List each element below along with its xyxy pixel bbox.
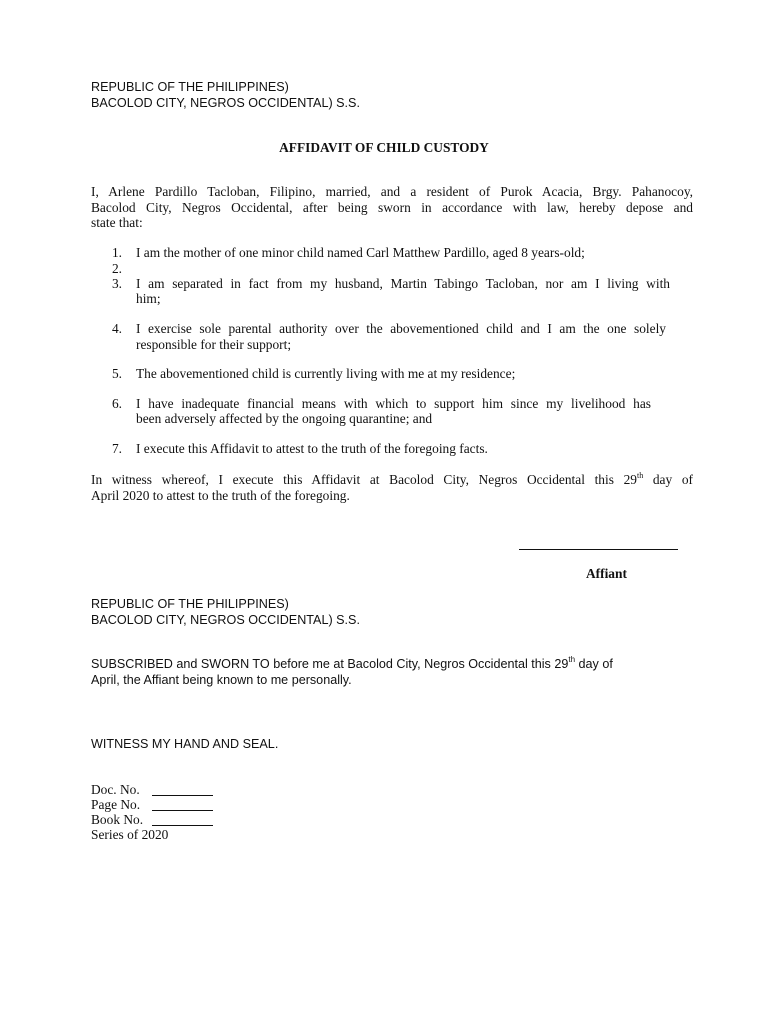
witness-paragraph-line-2: April 2020 to attest to the truth of the foregoing.	[91, 488, 350, 503]
list-item-number: 5.	[111, 366, 122, 381]
book-no-blank	[152, 825, 213, 826]
list-item-text: I am the mother of one minor child named Carl Matthew Pardillo, aged 8 years-old;	[136, 245, 585, 260]
list-item-text: I exercise sole parental authority over the abovementioned child and I am the one solely	[136, 321, 666, 336]
intro-line-1: I, Arlene Pardillo Tacloban, Filipino, married, and a resident of Purok Acacia, Brgy. Pahanocoy,	[91, 184, 693, 199]
doc-no-label: Doc. No.	[91, 782, 140, 797]
list-item-number: 6.	[111, 396, 122, 411]
list-item-text-cont: him;	[136, 291, 161, 306]
list-item-text: I execute this Affidavit to attest to the truth of the foregoing facts.	[136, 441, 488, 456]
jurat-venue-line-2: BACOLOD CITY, NEGROS OCCIDENTAL) S.S.	[91, 613, 360, 627]
page-no-blank	[152, 810, 213, 811]
list-item-number: 3.	[111, 276, 122, 291]
list-item-text: I am separated in fact from my husband, Martin Tabingo Tacloban, nor am I living with	[136, 276, 670, 291]
series-label: Series of 2020	[91, 827, 169, 842]
jurat-venue-line-1: REPUBLIC OF THE PHILIPPINES)	[91, 597, 289, 611]
page-no-label: Page No.	[91, 797, 141, 812]
list-item-number: 1.	[111, 245, 122, 260]
book-no-label: Book No.	[91, 812, 144, 827]
intro-line-2: Bacolod City, Negros Occidental, after being sworn in accordance with law, hereby depose and	[91, 200, 693, 215]
doc-no-blank	[152, 795, 213, 796]
witness-hand-seal: WITNESS MY HAND AND SEAL.	[91, 737, 279, 751]
list-item-number: 7.	[111, 441, 122, 456]
venue-line-1: REPUBLIC OF THE PHILIPPINES)	[91, 80, 289, 94]
witness-paragraph-line-1: In witness whereof, I execute this Affidavit at Bacolod City, Negros Occidental this 29th day of	[91, 471, 693, 487]
jurat-line-2: April, the Affiant being known to me personally.	[91, 673, 352, 687]
affiant-label: Affiant	[586, 566, 627, 581]
list-item-text: The abovementioned child is currently living with me at my residence;	[136, 366, 516, 381]
document-title: AFFIDAVIT OF CHILD CUSTODY	[279, 140, 489, 155]
signature-line	[519, 549, 678, 550]
list-item-text-cont: responsible for their support;	[136, 337, 292, 352]
intro-line-3: state that:	[91, 215, 143, 230]
venue-line-2: BACOLOD CITY, NEGROS OCCIDENTAL) S.S.	[91, 96, 360, 110]
list-item-number: 2.	[111, 261, 122, 276]
list-item-text-cont: been adversely affected by the ongoing quarantine; and	[136, 411, 433, 426]
list-item-text: I have inadequate financial means with which to support him since my livelihood has	[136, 396, 651, 411]
list-item-number: 4.	[111, 321, 122, 336]
jurat-line-1: SUBSCRIBED and SWORN TO before me at Bacolod City, Negros Occidental this 29th day of	[91, 655, 613, 671]
